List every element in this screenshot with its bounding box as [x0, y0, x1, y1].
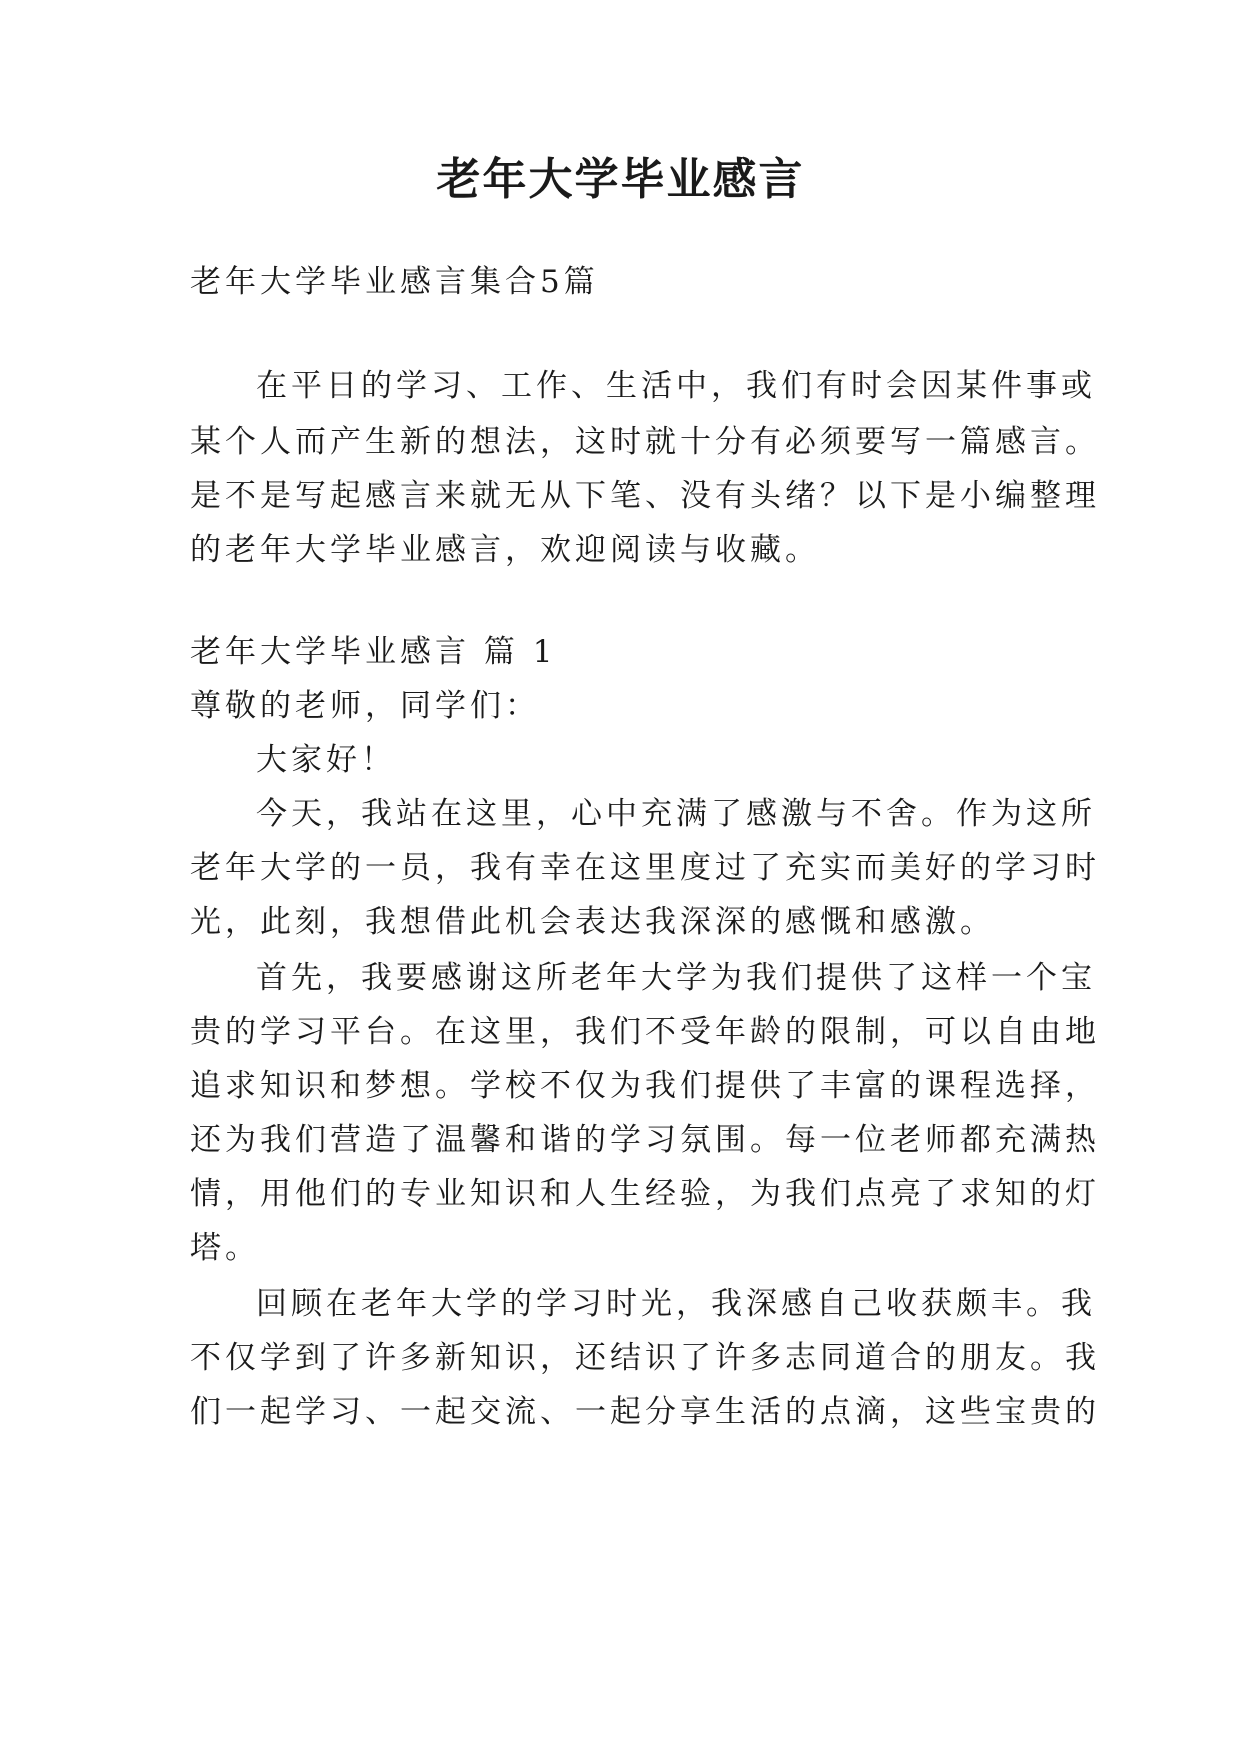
section-heading: 老年大学毕业感言 篇 1	[190, 634, 557, 670]
greeting: 大家好！	[256, 742, 396, 778]
paragraph-line: 光，此刻，我想借此机会表达我深深的感慨和感激。	[190, 904, 995, 940]
paragraph-line: 情，用他们的专业知识和人生经验，为我们点亮了求知的灯	[190, 1176, 1100, 1212]
intro-line: 的老年大学毕业感言，欢迎阅读与收藏。	[190, 532, 820, 568]
document-subtitle: 老年大学毕业感言集合5篇	[190, 264, 599, 300]
paragraph-line: 们一起学习、一起交流、一起分享生活的点滴，这些宝贵的	[190, 1394, 1100, 1430]
paragraph-line: 老年大学的一员，我有幸在这里度过了充实而美好的学习时	[190, 850, 1100, 886]
salutation: 尊敬的老师，同学们：	[190, 688, 540, 724]
paragraph-line: 首先，我要感谢这所老年大学为我们提供了这样一个宝	[256, 960, 1096, 996]
intro-line: 是不是写起感言来就无从下笔、没有头绪？以下是小编整理	[190, 478, 1100, 514]
paragraph-line: 贵的学习平台。在这里，我们不受年龄的限制，可以自由地	[190, 1014, 1100, 1050]
intro-line: 某个人而产生新的想法，这时就十分有必须要写一篇感言。	[190, 424, 1100, 460]
paragraph-line: 追求知识和梦想。学校不仅为我们提供了丰富的课程选择，	[190, 1068, 1100, 1104]
paragraph-line: 今天，我站在这里，心中充满了感激与不舍。作为这所	[256, 796, 1096, 832]
paragraph-line: 塔。	[190, 1230, 260, 1266]
paragraph-line: 不仅学到了许多新知识，还结识了许多志同道合的朋友。我	[190, 1340, 1100, 1376]
intro-line: 在平日的学习、工作、生活中，我们有时会因某件事或	[256, 368, 1096, 404]
paragraph-line: 回顾在老年大学的学习时光，我深感自己收获颇丰。我	[256, 1286, 1096, 1322]
paragraph-line: 还为我们营造了温馨和谐的学习氛围。每一位老师都充满热	[190, 1122, 1100, 1158]
document-title: 老年大学毕业感言	[436, 154, 805, 205]
